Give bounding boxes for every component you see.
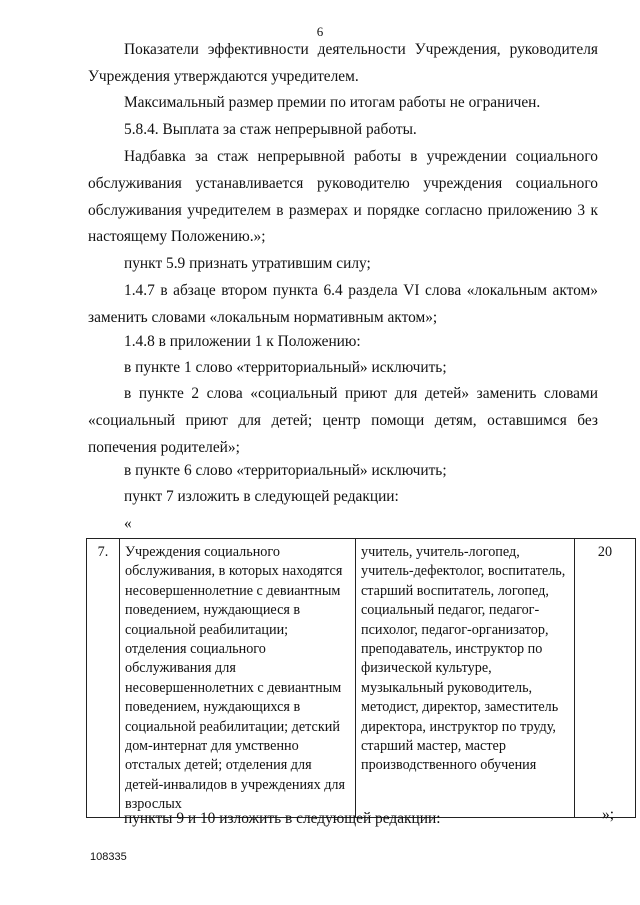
paragraph-1-4-8: 1.4.8 в приложении 1 к Положению: bbox=[124, 333, 361, 350]
paragraph-items-9-10: пункты 9 и 10 изложить в следующей редакции: bbox=[124, 810, 441, 827]
paragraph-performance-indicators: Показатели эффективности деятельности Учреждения, руководителя Учреждения утверждаются учредителем. bbox=[88, 41, 598, 85]
page-number: 6 bbox=[316, 24, 324, 39]
paragraph-item-7: пункт 7 изложить в следующей редакции: bbox=[124, 488, 399, 505]
value-cell: 20 bbox=[575, 539, 636, 818]
opening-quote: « bbox=[124, 515, 132, 532]
row-number-cell: 7. bbox=[87, 539, 120, 818]
positions-cell: учитель, учитель-логопед, учитель-дефектолог, воспитатель, старший воспитатель, логопед, социальный педагог, педагог-психолог, педагог-организатор, преподаватель, инструктор по физической культуре, музыкальный руководитель, методист, директор, заместитель директора, инструктор по труду, старший мастер, мастер производственного обучения bbox=[356, 539, 575, 818]
paragraph-seniority-allowance: Надбавка за стаж непрерывной работы в учреждении социального обслуживания устанавливается руководителю учреждения социального обслуживания учредителем в размерах и порядке согласно приложению 3 к настоящему Положению.»; bbox=[88, 148, 598, 246]
paragraph-max-bonus: Максимальный размер премии по итогам работы не ограничен. bbox=[124, 94, 541, 111]
paragraph-item-2: в пункте 2 слова «социальный приют для детей» заменить словами «социальный приют для детей; центр помощи детям, оставшимся без попечения родителей»; bbox=[88, 385, 598, 456]
paragraph-item-5-9: пункт 5.9 признать утратившим силу; bbox=[124, 255, 371, 272]
paragraph-1-4-7: 1.4.7 в абзаце втором пункта 6.4 раздела VI слова «локальным актом» заменить словами «локальным нормативным актом»; bbox=[88, 282, 598, 326]
footer-code: 108335 bbox=[90, 851, 127, 863]
position-table bbox=[86, 538, 636, 818]
paragraph-item-1: в пункте 1 слово «территориальный» исключить; bbox=[124, 359, 447, 376]
paragraph-item-6: в пункте 6 слово «территориальный» исключить; bbox=[124, 462, 447, 479]
closing-quote: »; bbox=[602, 806, 614, 823]
institutions-cell: Учреждения социального обслуживания, в которых находятся несовершеннолетние с девиантным поведением, нуждающиеся в социальной реабилитации; отделения социального обслуживания для несовершеннолетних с девиантным поведением, нуждающихся в социальной реабилитации; детский дом-интернат для умственно отсталых детей; отделения для детей-инвалидов в учреждениях для взрослых bbox=[120, 539, 356, 818]
paragraph-section-5-8-4: 5.8.4. Выплата за стаж непрерывной работы. bbox=[124, 121, 417, 138]
table-row bbox=[87, 539, 636, 818]
